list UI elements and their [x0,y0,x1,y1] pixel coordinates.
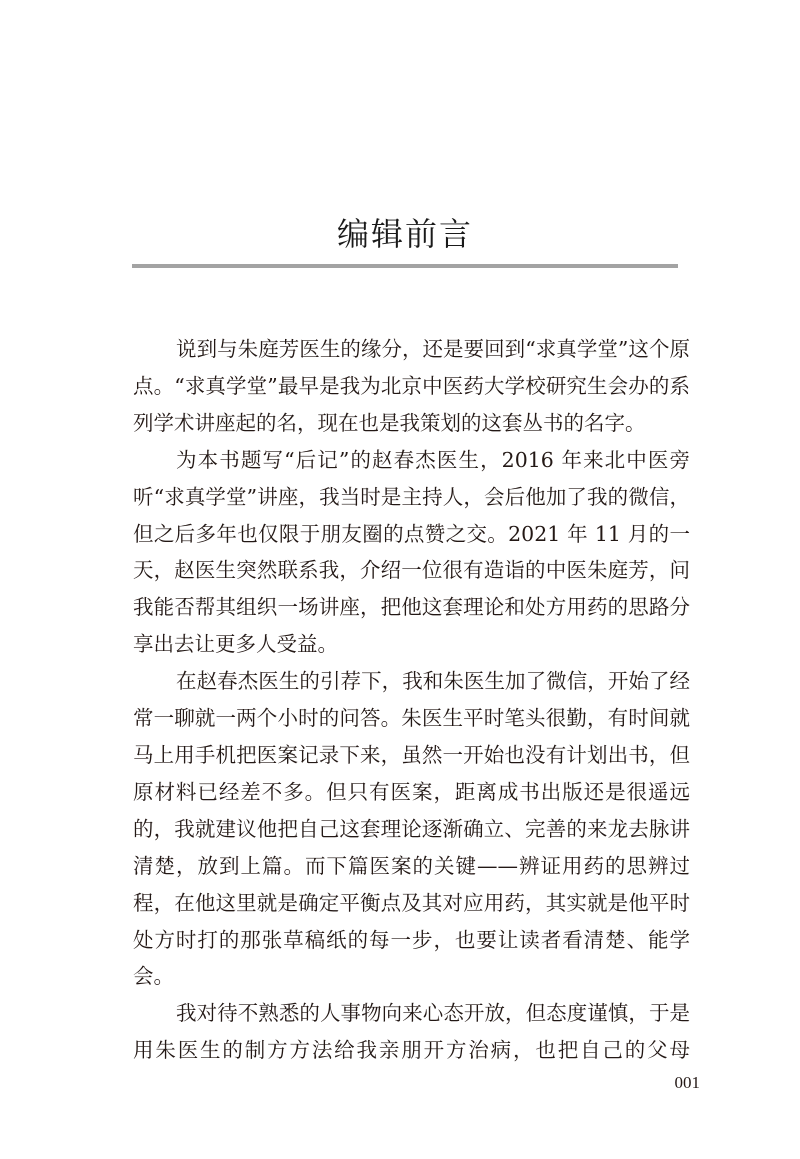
page-number: 001 [674,1073,700,1092]
title-divider-rule [132,264,678,268]
paragraph-1: 说到与朱庭芳医生的缘分，还是要回到“求真学堂”这个原点。“求真学堂”最早是我为北京中医药大学校研究生会办的系列学术讲座起的名，现在也是我策划的这套丛书的名字。 [133,337,690,435]
page-title: 编辑前言 [336,215,473,253]
body-text [133,331,690,1069]
paragraph-3: 在赵春杰医生的引荐下，我和朱医生加了微信，开始了经常一聊就一两个小时的问答。朱医生平时笔头很勤，有时间就马上用手机把医案记录下来，虽然一开始也没有计划出书，但原材料已经差不多。但只有医案，距离成书出版还是很遥远的，我就建议他把自己这套理论逐渐确立、完善的来龙去脉讲清楚，放到上篇。而下篇医案的关键——辨证用药的思辨过程，在他这里就是确定平衡点及其对应用药，其实就是他平时处方时打的那张草稿纸的每一步，也要让读者看清楚、能学会。 [133,669,690,989]
paragraph-2: 为本书题写“后记”的赵春杰医生，2016 年来北中医旁听“求真学堂”讲座，我当时是主持人，会后他加了我的微信，但之后多年也仅限于朋友圈的点赞之交。2021 年 11 月的一天，赵医生突然联系我，介绍一位很有造诣的中医朱庭芳，问我能否帮其组织一场讲座，把他这套理论和处方用药的思路分享出去让更多人受益。 [133,447,690,657]
paragraph-4: 我对待不熟悉的人事物向来心态开放，但态度谨慎，于是用朱医生的制方方法给我亲朋开方治病，也把自己的父母 [133,1001,690,1063]
